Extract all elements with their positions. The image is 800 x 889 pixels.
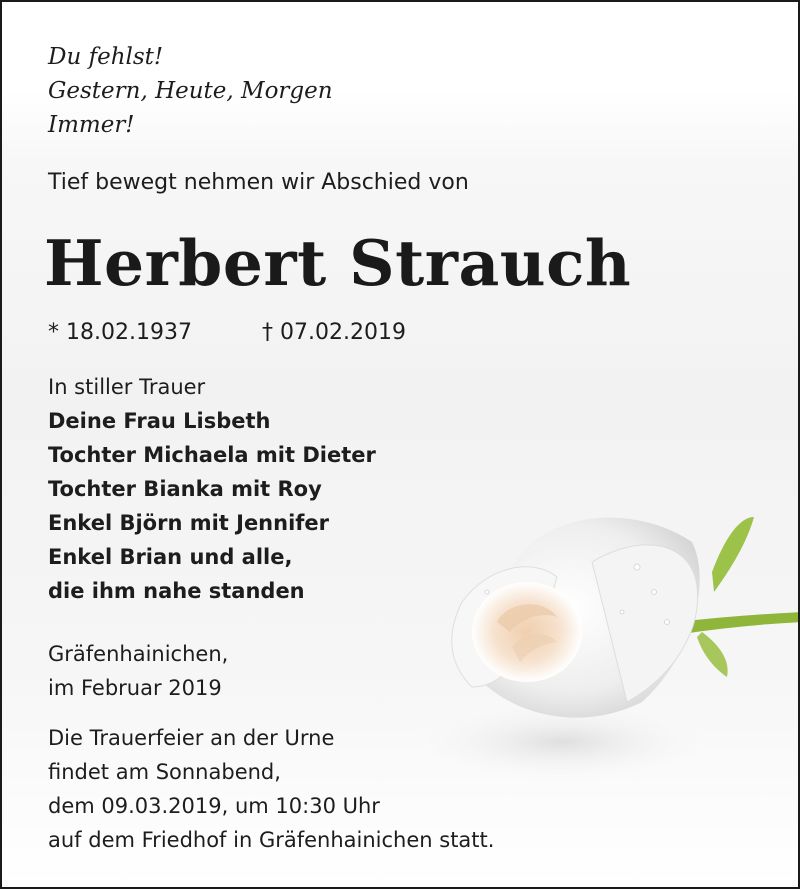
mourner-item: Enkel Björn mit Jennifer bbox=[48, 511, 330, 535]
mourner-item: Tochter Michaela mit Dieter bbox=[48, 443, 376, 467]
quote-line: Immer! bbox=[48, 112, 135, 138]
mourners-intro: In stiller Trauer bbox=[48, 375, 206, 399]
service-line: dem 09.03.2019, um 10:30 Uhr bbox=[48, 794, 380, 818]
service-line: Die Trauerfeier an der Urne bbox=[48, 726, 335, 750]
service-line: findet am Sonnabend, bbox=[48, 760, 281, 784]
quote-line: Gestern, Heute, Morgen bbox=[48, 78, 333, 104]
mourner-item: Deine Frau Lisbeth bbox=[48, 409, 271, 433]
place-line: Gräfenhainichen, bbox=[48, 642, 229, 666]
memorial-quote bbox=[48, 40, 333, 142]
intro-text: Tief bewegt nehmen wir Abschied von bbox=[48, 170, 469, 195]
death-date: † 07.02.2019 bbox=[262, 320, 406, 345]
place-line: im Februar 2019 bbox=[48, 676, 222, 700]
mourner-item: die ihm nahe standen bbox=[48, 579, 305, 603]
mourner-item: Tochter Bianka mit Roy bbox=[48, 477, 322, 501]
place-and-date bbox=[48, 637, 228, 705]
quote-line: Du fehlst! bbox=[48, 44, 164, 70]
mourners-list bbox=[48, 370, 376, 608]
service-info bbox=[48, 721, 494, 857]
life-dates bbox=[48, 320, 406, 345]
deceased-name: Herbert Strauch bbox=[44, 226, 632, 300]
service-line: auf dem Friedhof in Gräfenhainichen statt. bbox=[48, 828, 495, 852]
birth-date: * 18.02.1937 bbox=[48, 320, 192, 345]
mourner-item: Enkel Brian und alle, bbox=[48, 545, 293, 569]
